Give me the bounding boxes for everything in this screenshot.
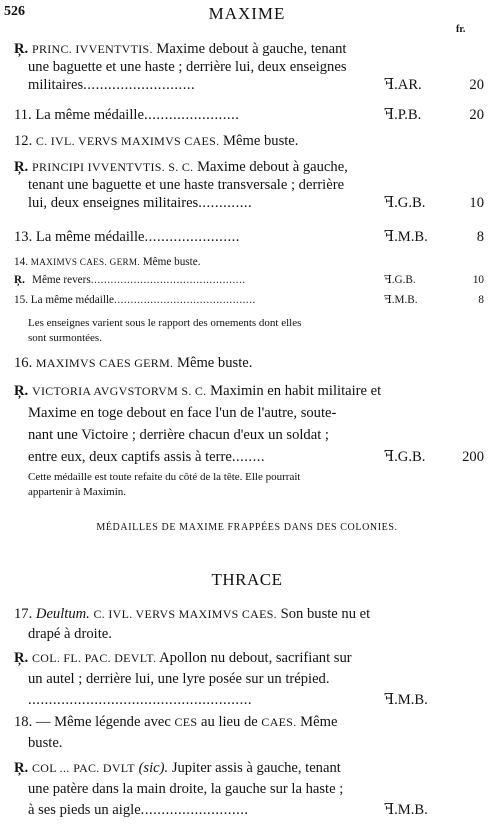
entry-text: nant une Victoire ; derrière chacun d'eux un soldat ; bbox=[28, 427, 329, 443]
reverse-entry bbox=[14, 40, 484, 94]
entry-text: entre eux, deux captifs assis à terre bbox=[28, 449, 232, 465]
note-text: sont surmontées. bbox=[28, 332, 102, 344]
entry-text: Même bbox=[300, 714, 338, 730]
grade: ꟻ.G.B. bbox=[384, 449, 426, 465]
entry-text: au lieu de bbox=[201, 714, 258, 730]
leader-dots: .......................... bbox=[140, 802, 249, 818]
entry-number: 12. bbox=[14, 133, 33, 149]
entry-text: Apollon nu debout, sacrifiant sur bbox=[159, 650, 352, 666]
price: 20 bbox=[469, 107, 484, 123]
grade: ꟻ.AR. bbox=[384, 77, 422, 93]
reverse-entry bbox=[14, 272, 484, 288]
coin-legend: VICTORIA AVGVSTORVM S. C. bbox=[32, 384, 207, 398]
entry-text: une patère dans la main droite, la gauche sur la haste ; bbox=[28, 781, 344, 797]
grade: ꟻ.G.B. bbox=[384, 274, 416, 286]
entry-14 bbox=[14, 254, 484, 270]
note bbox=[14, 316, 484, 346]
grade: ꟻ.M.B. bbox=[384, 294, 418, 306]
entry-text: La même médaille bbox=[35, 229, 145, 245]
reverse-marker: Ŗ. bbox=[14, 159, 29, 175]
reverse-marker: Ŗ. bbox=[14, 760, 29, 776]
note-text: appartenir à Maximin. bbox=[28, 486, 127, 498]
coin-legend: C. IVL. VERVS MAXIMVS CAES. bbox=[93, 607, 277, 621]
entry-text: Même buste. bbox=[223, 133, 299, 149]
entry-text: à ses pieds un aigle bbox=[28, 802, 141, 818]
entry-text: Maxime debout à gauche, tenant bbox=[156, 41, 347, 57]
coin-legend: PRINCIPI IVVENTVTIS. S. C. bbox=[32, 160, 194, 174]
running-title: MAXIME bbox=[208, 4, 286, 23]
entry-text: — Même légende avec bbox=[35, 714, 171, 730]
leader-dots: ....................... bbox=[143, 107, 240, 123]
price-column-label: fr. bbox=[456, 24, 466, 35]
section-heading: THRACE bbox=[211, 570, 283, 589]
entry-text: un autel ; derrière lui, une lyre posée sur un trépied. bbox=[28, 671, 330, 687]
entry-number: 13. bbox=[14, 229, 33, 245]
entry-15 bbox=[14, 292, 484, 308]
leader-dots: ........ bbox=[231, 449, 266, 465]
leader-dots: ............. bbox=[198, 195, 253, 211]
entry-text: La même médaille bbox=[30, 294, 115, 306]
leader-dots: ....................... bbox=[144, 229, 240, 245]
grade: ꟻ.G.B. bbox=[384, 195, 426, 211]
price: 8 bbox=[478, 294, 484, 306]
price: 8 bbox=[476, 229, 484, 245]
entry-number: 11. bbox=[14, 107, 32, 123]
entry-text: une baguette et une haste ; derrière lui, deux enseignes bbox=[28, 59, 347, 75]
entry-text: Même buste. bbox=[176, 355, 253, 371]
price: 10 bbox=[469, 195, 484, 211]
entry-text: Maximin en habit militaire et bbox=[210, 383, 382, 399]
city-name: Deultum. bbox=[35, 606, 90, 622]
coin-legend: MAXIMVS CAES GERM. bbox=[35, 356, 174, 370]
entry-18 bbox=[14, 712, 484, 754]
coin-legend: PRINC. IVVENTVTIS. bbox=[32, 42, 153, 56]
grade: ꟻ.M.B. bbox=[384, 229, 428, 245]
reverse-marker: Ŗ. bbox=[14, 383, 29, 399]
reverse-marker: Ŗ. bbox=[14, 41, 29, 57]
reverse-entry bbox=[14, 648, 484, 711]
note-text: Cette médaille est toute refaite du côté de la tête. Elle pourrait bbox=[28, 471, 301, 483]
entry-text: Maxime en toge debout en face l'un de l'autre, soute- bbox=[28, 405, 337, 421]
coin-legend: CAES. bbox=[261, 715, 297, 729]
entry-text: Son buste nu et bbox=[280, 606, 371, 622]
entry-11 bbox=[14, 106, 484, 124]
entry-number: 14. bbox=[14, 256, 28, 268]
coin-legend: C. IVL. VERVS MAXIMVS CAES. bbox=[35, 134, 220, 148]
coin-legend: CES bbox=[174, 715, 198, 729]
entry-text: Jupiter assis à gauche, tenant bbox=[171, 760, 341, 776]
reverse-entry bbox=[14, 758, 484, 821]
reverse-marker: Ŗ. bbox=[14, 650, 29, 666]
grade: ꟻ.P.B. bbox=[384, 107, 422, 123]
grade: ꟻ.M.B. bbox=[384, 802, 428, 818]
leader-dots: ........................................... bbox=[114, 294, 256, 306]
grade: ꟻ.M.B. bbox=[384, 692, 428, 708]
entry-text: militaires bbox=[28, 77, 84, 93]
section-subtitle: MÉDAILLES DE MAXIME FRAPPÉES DANS DES COLONIES. bbox=[96, 522, 398, 533]
price: 20 bbox=[469, 77, 484, 93]
entry-17 bbox=[14, 604, 484, 644]
entry-12 bbox=[14, 132, 484, 150]
reverse-entry bbox=[14, 380, 484, 468]
coin-legend: COL. FL. PAC. DEVLT. bbox=[32, 651, 157, 665]
coin-legend: MAXIMVS CAES. GERM. bbox=[30, 257, 140, 267]
entry-number: 17. bbox=[14, 606, 33, 622]
entry-text: La même médaille bbox=[35, 107, 144, 123]
coin-legend: PAC. DVLT bbox=[73, 761, 135, 775]
leader-dots: ...................................................... bbox=[28, 692, 253, 708]
entry-text: buste. bbox=[28, 735, 63, 751]
entry-text: Même buste. bbox=[142, 256, 201, 268]
price: 10 bbox=[472, 274, 484, 286]
entry-13 bbox=[14, 228, 484, 246]
entry-text: drapé à droite. bbox=[28, 626, 112, 642]
leader-dots: ............................................... bbox=[90, 274, 246, 286]
price: 200 bbox=[462, 449, 484, 465]
entry-16 bbox=[14, 354, 484, 372]
leader-dots: ........................... bbox=[83, 77, 196, 93]
entry-number: 16. bbox=[14, 355, 33, 371]
entry-text: Même revers bbox=[32, 274, 91, 286]
page-number: 526 bbox=[4, 4, 25, 19]
reverse-entry bbox=[14, 158, 484, 212]
entry-text: lui, deux enseignes militaires bbox=[28, 195, 199, 211]
entry-number: 15. bbox=[14, 294, 28, 306]
entry-number: 18. bbox=[14, 714, 33, 730]
entry-text: tenant une baguette et une haste transversale ; derrière bbox=[28, 177, 345, 193]
reverse-marker: Ŗ. bbox=[14, 274, 25, 286]
sic-note: (sic). bbox=[138, 760, 169, 776]
note bbox=[14, 470, 484, 500]
entry-text: Maxime debout à gauche, bbox=[197, 159, 348, 175]
coin-legend: COL ... bbox=[32, 761, 70, 775]
note-text: Les enseignes varient sous le rapport des ornements dont elles bbox=[28, 317, 302, 329]
